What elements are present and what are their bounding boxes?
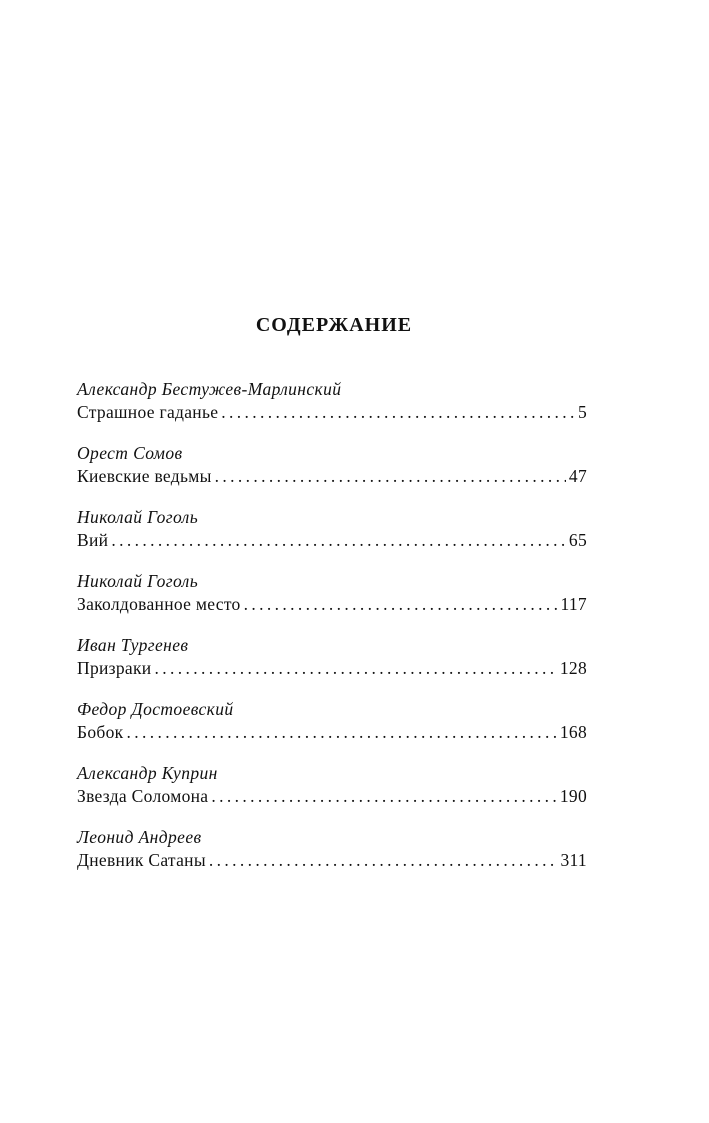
page-title: СОДЕРЖАНИЕ xyxy=(255,314,413,336)
toc-page-number: 47 xyxy=(568,466,587,486)
toc-line[interactable] xyxy=(77,592,587,616)
toc-line[interactable] xyxy=(77,848,587,872)
dot-leader xyxy=(126,720,556,744)
toc-page-number: 128 xyxy=(559,658,587,678)
toc-page-number: 65 xyxy=(568,530,587,550)
toc-author: Иван Тургенев xyxy=(77,635,189,655)
toc-entry xyxy=(77,826,587,890)
toc-author: Александр Бестужев-Марлинский xyxy=(77,379,342,399)
toc-author: Леонид Андреев xyxy=(77,827,202,847)
toc-entry xyxy=(77,634,587,698)
dot-leader xyxy=(209,848,558,872)
dot-leader xyxy=(211,784,556,808)
toc-line[interactable] xyxy=(77,528,587,552)
toc-author: Александр Куприн xyxy=(77,763,218,783)
toc-work-title[interactable]: Вий xyxy=(77,530,109,550)
toc-page-number: 311 xyxy=(560,850,587,870)
dot-leader xyxy=(215,464,566,488)
toc-work-title[interactable]: Звезда Соломона xyxy=(77,786,209,806)
toc-entry xyxy=(77,762,587,826)
toc-page-number: 168 xyxy=(559,722,587,742)
toc-author: Николай Гоголь xyxy=(77,571,199,591)
toc-line[interactable] xyxy=(77,720,587,744)
toc-work-title[interactable]: Дневник Сатаны xyxy=(77,850,206,870)
table-of-contents xyxy=(77,378,587,890)
dot-leader xyxy=(221,400,575,424)
toc-author: Орест Сомов xyxy=(77,443,183,463)
toc-work-title[interactable]: Киевские ведьмы xyxy=(77,466,212,486)
toc-entry xyxy=(77,698,587,762)
toc-page-number: 5 xyxy=(577,402,587,422)
toc-page-number: 190 xyxy=(559,786,587,806)
dot-leader xyxy=(154,656,556,680)
toc-work-title[interactable]: Бобок xyxy=(77,722,124,742)
toc-author: Николай Гоголь xyxy=(77,507,199,527)
toc-page-number: 117 xyxy=(560,594,587,614)
toc-entry xyxy=(77,570,587,634)
toc-work-title[interactable]: Страшное гаданье xyxy=(77,402,219,422)
toc-work-title[interactable]: Призраки xyxy=(77,658,152,678)
dot-leader xyxy=(111,528,566,552)
toc-line[interactable] xyxy=(77,656,587,680)
dot-leader xyxy=(244,592,558,616)
toc-line[interactable] xyxy=(77,464,587,488)
toc-entry xyxy=(77,442,587,506)
toc-author: Федор Достоевский xyxy=(77,699,234,719)
toc-line[interactable] xyxy=(77,784,587,808)
toc-work-title[interactable]: Заколдованное место xyxy=(77,594,241,614)
toc-entry xyxy=(77,378,587,442)
toc-line[interactable] xyxy=(77,400,587,424)
toc-entry xyxy=(77,506,587,570)
